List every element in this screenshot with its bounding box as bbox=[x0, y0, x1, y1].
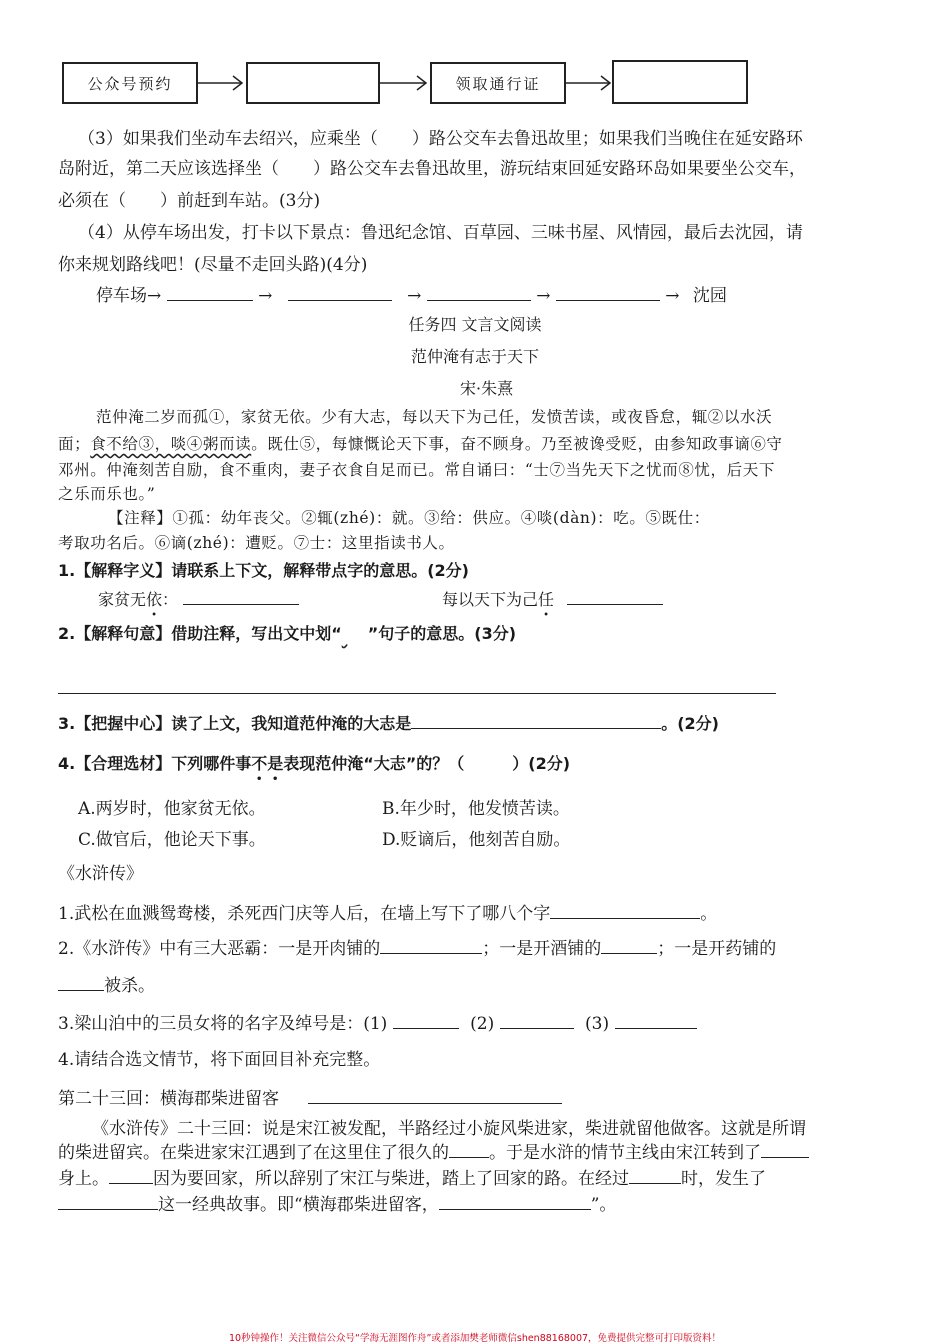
passage-line-3: 邓州。仲淹刻苦自励，食不重肉，妻子衣食自足而已。常自诵曰：“士⑦当先天下之忧而⑧忧，后天下 bbox=[58, 461, 775, 479]
q3-line-1: （3）如果我们坐动车去绍兴，应乘坐（ ）路公交车去鲁迅故里；如果我们当晚住在延安路环 bbox=[78, 129, 803, 149]
flow-box-2 bbox=[246, 62, 380, 104]
question-3 bbox=[58, 711, 719, 734]
notes-line-1: 【注释】①孤：幼年丧父。②辄(zhé)：就。③给：供应。④啖(dàn)：吃。⑤既仕： bbox=[108, 509, 710, 527]
question-1: 1.【解释字义】请联系上下文，解释带点字的意思。(2分) bbox=[58, 561, 469, 580]
passage-line-2 bbox=[58, 432, 783, 454]
option-d[interactable]: D.贬谪后，他刻苦自励。 bbox=[382, 830, 571, 850]
q1-a-blank[interactable] bbox=[183, 587, 299, 605]
q2-post: ”句子的意思。(3分) bbox=[367, 624, 517, 643]
question-2 bbox=[58, 621, 516, 644]
q4-line-1: （4）从停车场出发，打卡以下景点：鲁迅纪念馆、百草园、三味书屋、风情园，最后去沈园，请 bbox=[78, 223, 803, 243]
s3-blank-2[interactable] bbox=[500, 1011, 574, 1029]
route-arrow-1: → bbox=[258, 286, 273, 306]
shuihu-q3 bbox=[58, 1009, 697, 1034]
s2-blank-3[interactable] bbox=[58, 973, 104, 991]
s1-text: 1.武松在血溅鸳鸯楼，杀死西门庆等人后，在墙上写下了哪八个字 bbox=[58, 904, 551, 924]
task4-title: 范仲淹有志于天下 bbox=[410, 347, 539, 366]
q3-line-3: 必须在（ ）前赶到车站。(3分) bbox=[58, 191, 321, 211]
route-line bbox=[96, 281, 727, 306]
chapter-text: 第二十三回：横海郡柴进留客 bbox=[58, 1089, 279, 1109]
q2-pre: 2.【解释句意】借助注释，写出文中划“ bbox=[58, 624, 342, 643]
passage-line-4: 之乐而乐也。” bbox=[58, 485, 156, 503]
flow-arrow-3 bbox=[566, 73, 612, 93]
s3-blank-1[interactable] bbox=[393, 1011, 459, 1029]
question-1-a bbox=[98, 587, 299, 610]
shuihu-q1 bbox=[58, 899, 717, 924]
q2-wavy-sample bbox=[342, 624, 368, 643]
p3-a: 身上。 bbox=[58, 1169, 109, 1189]
s2-blank-2[interactable] bbox=[601, 936, 657, 954]
p2-b: 。于是水浒的情节主线由宋江转到了 bbox=[489, 1143, 761, 1163]
q4-post: 表现范仲淹“大志”的？（ ）(2分) bbox=[283, 754, 571, 773]
task4-author: 宋·朱熹 bbox=[460, 379, 514, 398]
s1-blank[interactable] bbox=[550, 901, 700, 919]
option-b[interactable]: B.年少时，他发愤苦读。 bbox=[382, 799, 570, 819]
route-start: 停车场→ bbox=[96, 286, 162, 306]
p2-blank-2[interactable] bbox=[761, 1140, 809, 1158]
s2-b: ；一是开酒铺的 bbox=[482, 939, 602, 959]
shuihu-q4: 4.请结合选文情节，将下面回目补充完整。 bbox=[58, 1050, 381, 1070]
notes-line-2: 考取功名后。⑥谪(zhé)：遭贬。⑦士：这里指读书人。 bbox=[58, 534, 455, 552]
q1-b-label: 每以天下为己 bbox=[442, 590, 539, 609]
p3-b: 因为要回家，所以辞别了宋江与柴进，踏上了回家的路。在经过 bbox=[153, 1169, 629, 1189]
q1-b-dotted: 任 bbox=[538, 590, 555, 609]
route-arrow-2: → bbox=[407, 286, 422, 306]
q1-b-blank[interactable] bbox=[567, 587, 663, 605]
shuihu-title: 《水浒传》 bbox=[58, 864, 143, 884]
s2-d: 被杀。 bbox=[104, 976, 155, 996]
q4-line-2: 你来规划路线吧！(尽量不走回头路)(4分) bbox=[58, 255, 368, 275]
shuihu-q2-cont bbox=[58, 971, 155, 996]
question-1-b bbox=[442, 587, 663, 610]
p4-b: ”。 bbox=[590, 1195, 617, 1215]
flow-arrow-1 bbox=[198, 73, 244, 93]
s2-blank-1[interactable] bbox=[380, 936, 482, 954]
route-blank-3[interactable] bbox=[427, 283, 531, 301]
p2-a: 的柴进留宾。在柴进家宋江遇到了在这里住了很久的 bbox=[58, 1143, 449, 1163]
q3-blank[interactable] bbox=[411, 711, 661, 729]
flow-box-1: 公众号预约 bbox=[62, 62, 198, 104]
task4-heading: 任务四 文言文阅读 bbox=[408, 315, 542, 334]
p3-blank-1[interactable] bbox=[109, 1166, 153, 1184]
p4-a: 这一经典故事。即“横海郡柴进留客， bbox=[158, 1195, 439, 1215]
s2-c: ；一是开药铺的 bbox=[657, 939, 777, 959]
para-line-2 bbox=[58, 1138, 809, 1163]
route-blank-2[interactable] bbox=[288, 283, 392, 301]
s3-label-3: (3) bbox=[585, 1014, 610, 1034]
q4-dot-1: 不 bbox=[251, 754, 268, 773]
shuihu-q2 bbox=[58, 934, 776, 959]
route-blank-1[interactable] bbox=[167, 283, 253, 301]
footer-promo: 10秒钟操作！关注微信公众号“学海无涯图作舟”或者添加樊老师微信shen88168007，免费提供完整可打印版资料！ bbox=[228, 1333, 722, 1344]
question-4 bbox=[58, 751, 570, 774]
q1-a-colon: ： bbox=[162, 590, 179, 609]
route-blank-4[interactable] bbox=[556, 283, 660, 301]
p4-blank-1[interactable] bbox=[58, 1192, 158, 1210]
passage-line-1: 范仲淹二岁而孤①，家贫无依。少有大志，每以天下为己任，发愤苦读，或夜昏怠，辄②以水沃 bbox=[96, 408, 773, 426]
chapter-blank[interactable] bbox=[308, 1086, 562, 1104]
q3-line-2: 岛附近，第二天应该选择坐（ ）路公交车去鲁迅故里，游玩结束回延安路环岛如果要坐公交车， bbox=[58, 159, 806, 179]
q1-a-label: 家贫无 bbox=[98, 590, 147, 609]
p4-blank-2[interactable] bbox=[439, 1192, 591, 1210]
s2-a: 2.《水浒传》中有三大恶霸：一是开肉铺的 bbox=[58, 939, 381, 959]
route-arrow-3: → bbox=[536, 286, 551, 306]
q4-pre: 4.【合理选材】下列哪件事 bbox=[58, 754, 252, 773]
flow-box-3: 领取通行证 bbox=[430, 62, 566, 104]
p2-blank-1[interactable] bbox=[449, 1140, 489, 1158]
q4-dot-2: 是 bbox=[267, 754, 284, 773]
para-line-3 bbox=[58, 1164, 766, 1189]
q1-a-dotted: 依 bbox=[146, 590, 163, 609]
p3-c: 时，发生了 bbox=[681, 1169, 766, 1189]
s1-end: 。 bbox=[700, 904, 718, 924]
option-a[interactable]: A.两岁时，他家贫无依。 bbox=[78, 799, 266, 819]
passage-line-2-c: 。既仕⑤，每慷慨论天下事，奋不顾身。乃至被谗受贬，由参知政事谪⑥守 bbox=[251, 435, 783, 453]
flow-box-4 bbox=[612, 60, 748, 104]
q2-answer-line[interactable] bbox=[58, 693, 776, 694]
passage-line-2-a: 面； bbox=[58, 435, 91, 453]
para-line-1: 《水浒传》二十三回：说是宋江被发配，半路经过小旋风柴进家，柴进就留他做客。这就是所谓 bbox=[92, 1119, 806, 1139]
route-arrow-4: → bbox=[665, 286, 680, 306]
flow-arrow-2 bbox=[380, 73, 428, 93]
para-line-4 bbox=[58, 1190, 616, 1215]
s3-label-2: (2) bbox=[470, 1014, 495, 1034]
q3-post: 。(2分) bbox=[661, 714, 719, 733]
chapter-line bbox=[58, 1084, 562, 1109]
s3-blank-3[interactable] bbox=[615, 1011, 697, 1029]
option-c[interactable]: C.做官后，他论天下事。 bbox=[78, 830, 266, 850]
q3-pre: 3.【把握中心】读了上文，我知道范仲淹的大志是 bbox=[58, 714, 412, 733]
p3-blank-2[interactable] bbox=[629, 1166, 681, 1184]
marked-sentence: 食不给③，啖④粥而读 bbox=[90, 435, 252, 453]
s3-text: 3.梁山泊中的三员女将的名字及绰号是：(1) bbox=[58, 1014, 388, 1034]
route-end: 沈园 bbox=[692, 286, 727, 306]
